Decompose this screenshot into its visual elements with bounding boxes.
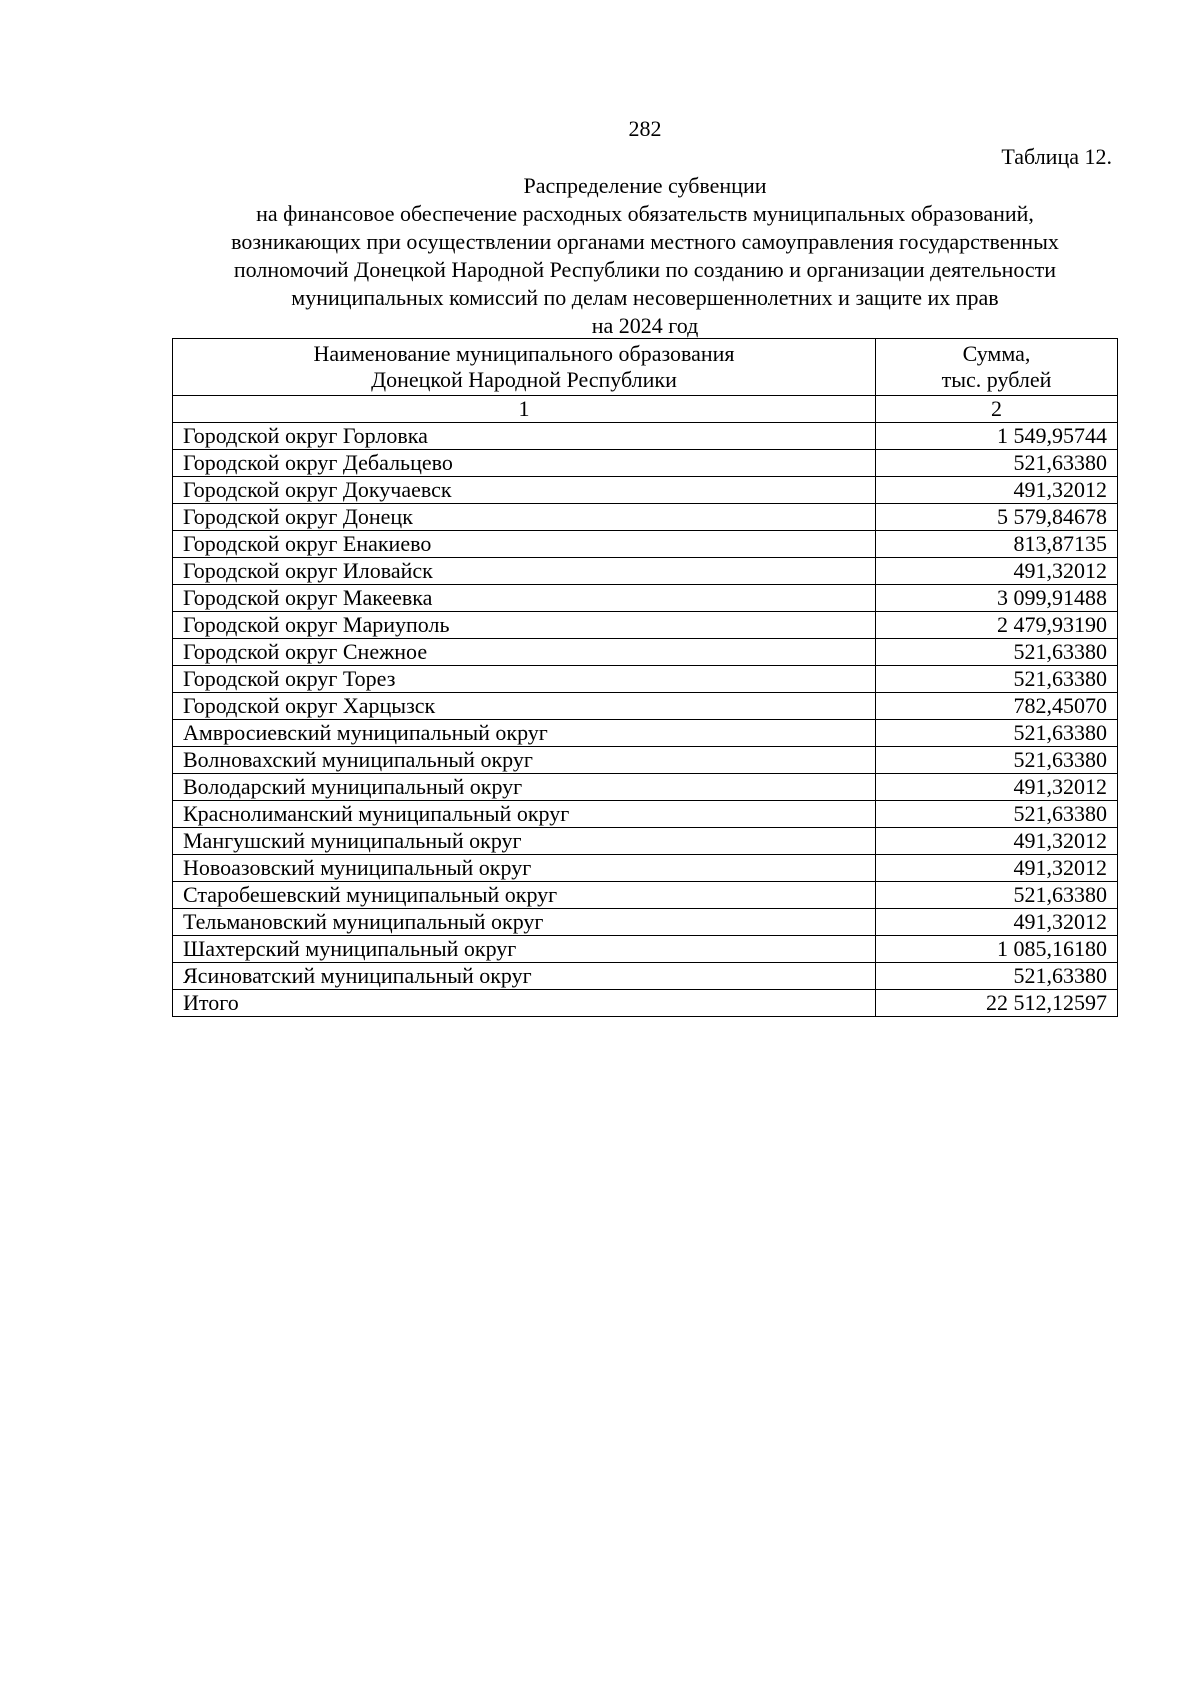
table-row xyxy=(173,936,1118,963)
table-row xyxy=(173,612,1118,639)
table-row xyxy=(173,585,1118,612)
total-sum: 22 512,12597 xyxy=(876,990,1118,1017)
row-sum: 3 099,91488 xyxy=(876,585,1118,612)
row-sum: 5 579,84678 xyxy=(876,504,1118,531)
column-number: 1 xyxy=(173,396,876,423)
row-sum: 491,32012 xyxy=(876,855,1118,882)
table-row xyxy=(173,801,1118,828)
row-name: Городской округ Снежное xyxy=(173,639,876,666)
title-line: Распределение субвенции xyxy=(523,173,767,198)
table-row xyxy=(173,423,1118,450)
row-name: Ясиноватский муниципальный округ xyxy=(173,963,876,990)
row-sum: 2 479,93190 xyxy=(876,612,1118,639)
header-name-line1: Наименование муниципального образования xyxy=(313,341,735,366)
row-name: Краснолиманский муниципальный округ xyxy=(173,801,876,828)
table-row xyxy=(173,558,1118,585)
column-number-row xyxy=(173,396,1118,423)
row-sum: 521,63380 xyxy=(876,450,1118,477)
document-title xyxy=(172,172,1118,340)
row-sum: 1 085,16180 xyxy=(876,936,1118,963)
row-sum: 782,45070 xyxy=(876,693,1118,720)
row-name: Городской округ Иловайск xyxy=(173,558,876,585)
table-row xyxy=(173,477,1118,504)
row-name: Городской округ Торез xyxy=(173,666,876,693)
header-name-line2: Донецкой Народной Республики xyxy=(371,367,677,392)
table-row xyxy=(173,666,1118,693)
table-row xyxy=(173,774,1118,801)
row-sum: 521,63380 xyxy=(876,720,1118,747)
header-sum-line1: Сумма, xyxy=(962,341,1031,366)
row-sum: 521,63380 xyxy=(876,747,1118,774)
table-row xyxy=(173,882,1118,909)
table-row xyxy=(173,450,1118,477)
row-sum: 521,63380 xyxy=(876,882,1118,909)
row-sum: 521,63380 xyxy=(876,963,1118,990)
table-label: Таблица 12. xyxy=(1001,144,1112,169)
row-sum: 491,32012 xyxy=(876,828,1118,855)
row-sum: 1 549,95744 xyxy=(876,423,1118,450)
table-row xyxy=(173,747,1118,774)
row-sum: 521,63380 xyxy=(876,639,1118,666)
title-line: на 2024 год xyxy=(591,313,699,338)
table-row xyxy=(173,504,1118,531)
subvention-table xyxy=(172,338,1118,1017)
table-row xyxy=(173,720,1118,747)
row-name: Городской округ Докучаевск xyxy=(173,477,876,504)
row-sum: 491,32012 xyxy=(876,558,1118,585)
row-sum: 491,32012 xyxy=(876,477,1118,504)
header-sum-line2: тыс. рублей xyxy=(941,367,1052,392)
row-sum: 813,87135 xyxy=(876,531,1118,558)
row-name: Волновахский муниципальный округ xyxy=(173,747,876,774)
row-sum: 491,32012 xyxy=(876,774,1118,801)
title-line: на финансовое обеспечение расходных обязательств муниципальных образований, xyxy=(256,201,1034,226)
row-name: Володарский муниципальный округ xyxy=(173,774,876,801)
title-line: возникающих при осуществлении органами местного самоуправления государственных xyxy=(231,229,1059,254)
row-name: Мангушский муниципальный округ xyxy=(173,828,876,855)
row-name: Городской округ Енакиево xyxy=(173,531,876,558)
row-sum: 521,63380 xyxy=(876,801,1118,828)
row-name: Городской округ Макеевка xyxy=(173,585,876,612)
row-sum: 491,32012 xyxy=(876,909,1118,936)
title-line: муниципальных комиссий по делам несовершеннолетних и защите их прав xyxy=(291,285,999,310)
row-name: Новоазовский муниципальный округ xyxy=(173,855,876,882)
row-name: Городской округ Донецк xyxy=(173,504,876,531)
table-row xyxy=(173,531,1118,558)
table-row xyxy=(173,855,1118,882)
table-header-row xyxy=(173,339,1118,396)
header-name xyxy=(173,339,876,396)
header-sum xyxy=(876,339,1118,396)
table-body xyxy=(173,396,1118,1017)
total-name: Итого xyxy=(173,990,876,1017)
table-row xyxy=(173,909,1118,936)
row-name: Городской округ Мариуполь xyxy=(173,612,876,639)
page-number: 282 xyxy=(628,116,662,141)
row-name: Городской округ Горловка xyxy=(173,423,876,450)
table-row xyxy=(173,639,1118,666)
row-name: Старобешевский муниципальный округ xyxy=(173,882,876,909)
row-name: Городской округ Дебальцево xyxy=(173,450,876,477)
total-row xyxy=(173,990,1118,1017)
column-number: 2 xyxy=(876,396,1118,423)
row-name: Шахтерский муниципальный округ xyxy=(173,936,876,963)
row-sum: 521,63380 xyxy=(876,666,1118,693)
row-name: Тельмановский муниципальный округ xyxy=(173,909,876,936)
row-name: Городской округ Харцызск xyxy=(173,693,876,720)
table-row xyxy=(173,963,1118,990)
table-row xyxy=(173,828,1118,855)
row-name: Амвросиевский муниципальный округ xyxy=(173,720,876,747)
table-row xyxy=(173,693,1118,720)
title-line: полномочий Донецкой Народной Республики по созданию и организации деятельности xyxy=(233,257,1057,282)
